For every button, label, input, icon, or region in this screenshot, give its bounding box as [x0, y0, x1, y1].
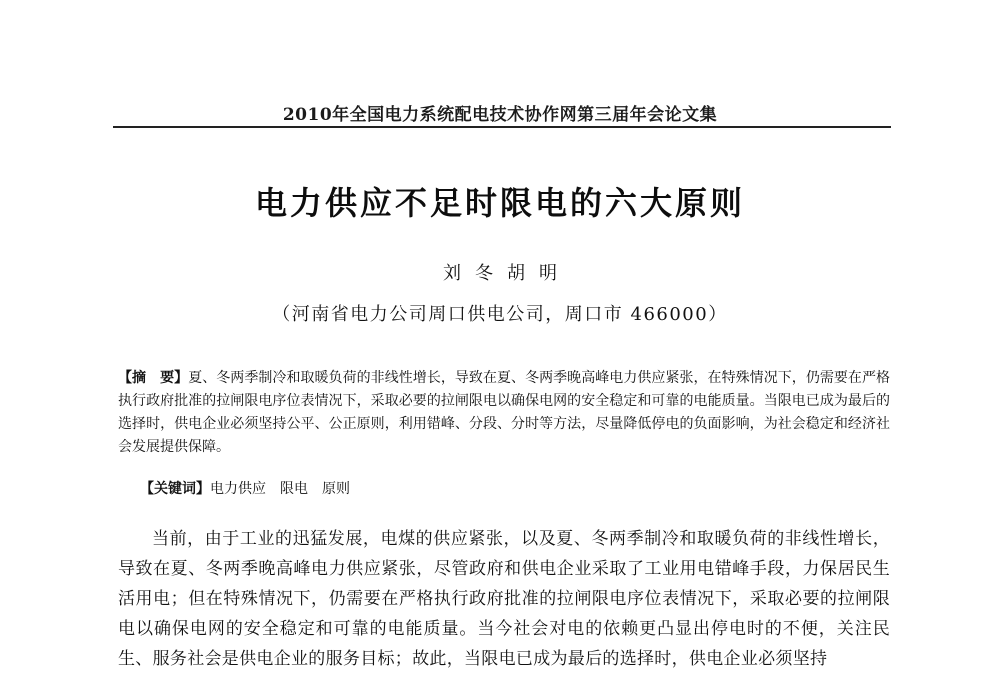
keyword: 限电 [280, 481, 308, 497]
abstract-label: 【摘 要】 [118, 370, 189, 386]
keywords-block [140, 478, 840, 500]
keyword: 电力供应 [210, 481, 266, 497]
abstract-text: 夏、冬两季制冷和取暖负荷的非线性增长，导致在夏、冬两季晚高峰电力供应紧张，在特殊情况下，仍需要在严格执行政府批准的拉闸限电序位表情况下，采取必要的拉闸限电以确保电网的安全稳定和可靠的电能质量。当限电已成为最后的选择时，供电企业必须坚持公平、公正原则，利用错峰、分段、分时等方法，尽量降低停电的负面影响，为社会稳定和经济社会发展提供保障。 [118, 370, 890, 455]
body-paragraph: 当前，由于工业的迅猛发展，电煤的供应紧张，以及夏、冬两季制冷和取暖负荷的非线性增长，导致在夏、冬两季晚高峰电力供应紧张，尽管政府和供电企业采取了工业用电错峰手段，力保居民生活用电；但在特殊情况下，仍需要在严格执行政府批准的拉闸限电序位表情况下，采取必要的拉闸限电以确保电网的安全稳定和可靠的电能质量。当今社会对电的依赖更凸显出停电时的不便，关注民生、服务社会是供电企业的服务目标；故此，当限电已成为最后的选择时，供电企业必须坚持 [118, 529, 890, 669]
proceedings-header: 2010年全国电力系统配电技术协作网第三届年会论文集 [282, 105, 718, 125]
abstract-block [118, 367, 890, 459]
keywords-label: 【关键词】 [140, 481, 210, 497]
paper-title: 电力供应不足时限电的六大原则 [254, 184, 745, 222]
author-affiliation: （河南省电力公司周口供电公司，周口市 466000） [272, 304, 728, 325]
paper-authors: 刘冬胡明 [443, 263, 571, 284]
header-rule [113, 126, 891, 128]
keyword: 原则 [322, 481, 350, 497]
